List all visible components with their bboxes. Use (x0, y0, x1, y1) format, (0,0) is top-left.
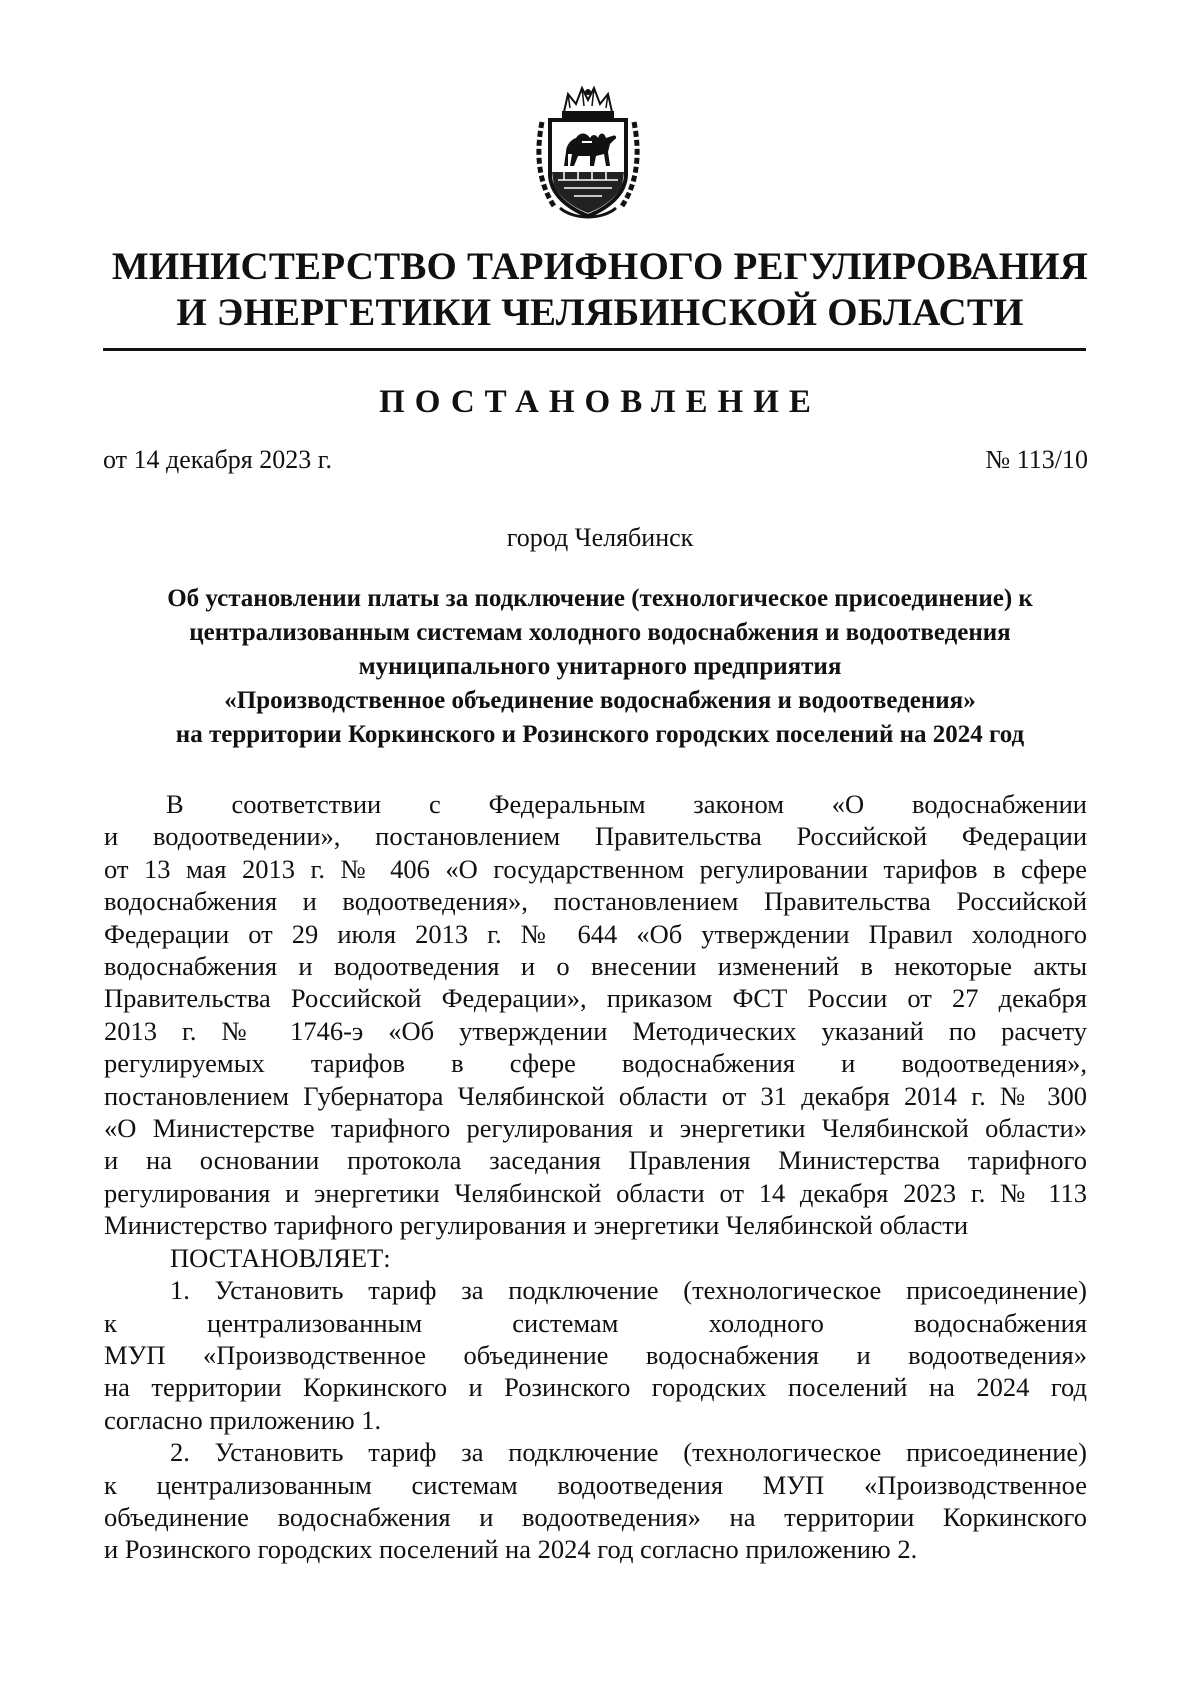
body-line: регулирования и энергетики Челябинской области от 14 декабря 2023 г. № 113 (104, 1177, 1087, 1208)
body-line: «О Министерстве тарифного регулирования и энергетики Челябинской области» (104, 1113, 1087, 1144)
title-line: на территории Коркинского и Розинского городских поселений на 2024 год (175, 721, 1025, 748)
body-line: и на основании протокола заседания Правления Министерства тарифного (104, 1145, 1087, 1176)
document-type: ПОСТАНОВЛЕНИЕ (379, 384, 821, 420)
body-line: 1. Установить тариф за подключение (технологическое присоединение) (170, 1275, 1087, 1306)
body-line: регулируемых тарифов в сфере водоснабжения и водоотведения», (104, 1048, 1087, 1079)
body-line: и Розинского городских поселений на 2024 год согласно приложению 2. (104, 1534, 918, 1565)
document-number: № 113/10 (985, 445, 1088, 474)
resolution-heading: ПОСТАНОВЛЯЕТ: (170, 1242, 391, 1273)
body-line: на территории Коркинского и Розинского городских поселений на 2024 год (104, 1372, 1087, 1403)
body-line: постановлением Губернатора Челябинской области от 31 декабря 2014 г. № 300 (104, 1080, 1087, 1111)
document-body (104, 788, 1087, 1566)
body-line: и водоотведении», постановлением Правительства Российской Федерации (104, 821, 1087, 852)
title-line: централизованным системам холодного водоснабжения и водоотведения (189, 619, 1011, 646)
title-line: муниципального унитарного предприятия (358, 653, 842, 680)
document-city: город Челябинск (506, 523, 694, 552)
title-line: Об установлении платы за подключение (технологическое присоединение) к (167, 585, 1033, 612)
body-line: к централизованным системам холодного водоснабжения (104, 1307, 1087, 1338)
coat-of-arms-icon (534, 82, 642, 222)
body-line: Правительства Российской Федерации», приказом ФСТ России от 27 декабря (104, 983, 1087, 1014)
ministry-name-line-1: МИНИСТЕРСТВО ТАРИФНОГО РЕГУЛИРОВАНИЯ (111, 245, 1089, 288)
body-line: Министерство тарифного регулирования и энергетики Челябинской области (104, 1210, 969, 1241)
body-line: МУП «Производственное объединение водоснабжения и водоотведения» (104, 1339, 1087, 1370)
body-line: Федерации от 29 июля 2013 г. № 644 «Об утверждении Правил холодного (104, 918, 1087, 949)
body-line: водоснабжения и водоотведения», постановлением Правительства Российской (104, 886, 1087, 917)
ministry-name (100, 244, 1100, 336)
body-line: объединение водоснабжения и водоотведения» на территории Коркинского (104, 1501, 1087, 1532)
body-line: согласно приложению 1. (104, 1404, 382, 1435)
body-line: 2. Установить тариф за подключение (технологическое присоединение) (170, 1437, 1087, 1468)
body-line: от 13 мая 2013 г. № 406 «О государственном регулировании тарифов в сфере (104, 853, 1087, 884)
body-line: водоснабжения и водоотведения и о внесении изменений в некоторые акты (104, 951, 1087, 982)
body-line: к централизованным системам водоотведения МУП «Производственное (104, 1469, 1087, 1500)
body-line: В соответствии с Федеральным законом «О водоснабжении (166, 789, 1087, 819)
ministry-name-line-2: И ЭНЕРГЕТИКИ ЧЕЛЯБИНСКОЙ ОБЛАСТИ (176, 291, 1024, 334)
title-line: «Производственное объединение водоснабжения и водоотведения» (224, 687, 976, 714)
document-title (100, 582, 1100, 752)
document-date: от 14 декабря 2023 г. (103, 445, 332, 474)
header-divider (103, 348, 1086, 351)
body-line: 2013 г. № 1746-э «Об утверждении Методических указаний по расчету (104, 1015, 1087, 1046)
